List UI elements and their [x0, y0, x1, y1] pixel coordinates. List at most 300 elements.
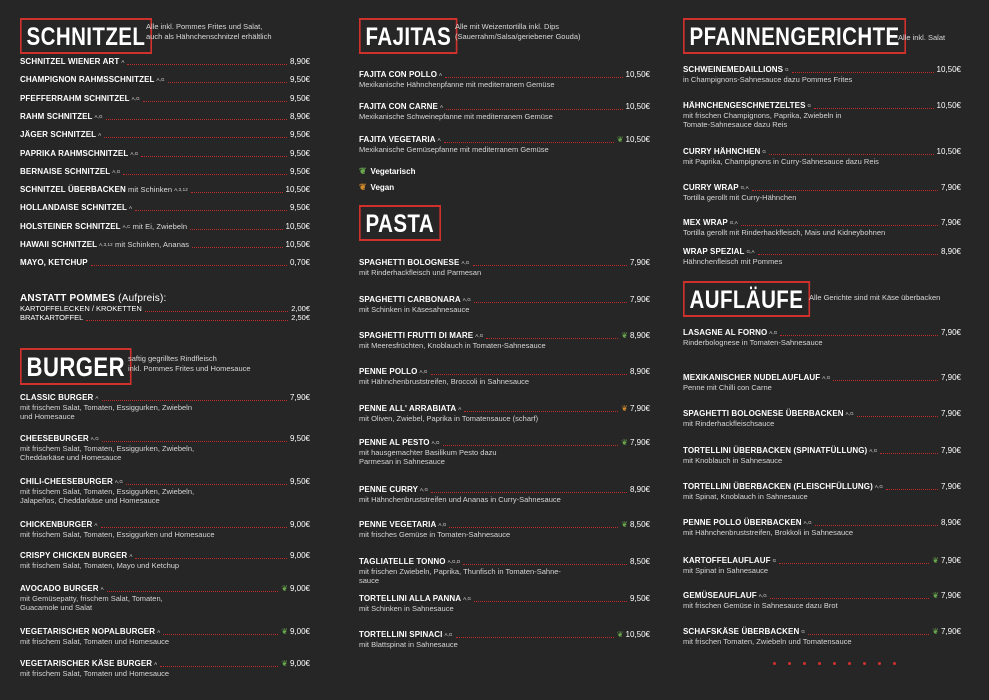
- menu-item-name: PENNE CURRY $^{A,G}$: [359, 485, 429, 494]
- menu-item-row: [683, 517, 961, 528]
- allergen-codes: A,G,D: [447, 559, 461, 564]
- dotted-leader: [91, 265, 287, 266]
- allergen-codes: A,G: [845, 411, 854, 416]
- menu-item-price: 9,50€: [289, 93, 310, 103]
- menu-item-row: [20, 74, 310, 85]
- allergen-codes: A,G: [131, 95, 140, 101]
- menu-item-price: 8,90€: [629, 367, 650, 376]
- allergen-codes: A: [437, 137, 441, 142]
- menu-item-price: 9,50€: [289, 148, 310, 158]
- menu-item-description: mit Spinat in Sahnesauce: [683, 566, 769, 575]
- menu-item-name: CHEESEBURGER $^{A,G}$: [20, 434, 99, 443]
- allergen-codes: A,G: [461, 260, 470, 265]
- menu-item: [683, 100, 961, 129]
- dotted-leader: [456, 637, 614, 638]
- section-title: FAJITAS: [359, 18, 458, 54]
- section-note: Alle mit Weizentortilla inkl. Dips (Sauerrahm/Salsa/geriebener Gouda): [455, 22, 581, 41]
- allergen-codes: G: [801, 629, 805, 634]
- dotted-leader: [104, 137, 287, 138]
- section-anstatt: [20, 293, 310, 322]
- menu-item-row: [683, 445, 961, 456]
- leaf-icon: ❦: [616, 135, 624, 144]
- section-note: Alle Gerichte sind mit Käse überbacken: [809, 293, 941, 302]
- menu-item-row: [683, 327, 961, 338]
- allergen-codes: A,3,12: [174, 187, 188, 193]
- menu-item: [683, 590, 961, 610]
- leaf-icon: ❦: [932, 627, 939, 636]
- menu-item-description: mit Hähnchenbruststreifen, Brokkoli in Sahnesauce: [683, 528, 854, 537]
- menu-item-name: PENNE AL PESTO $^{A,G}$: [359, 438, 440, 447]
- menu-item-price: 10,50€: [936, 147, 961, 156]
- legend-vegan: ❦ Vegan: [359, 182, 395, 192]
- leaf-icon: ❦: [281, 627, 288, 636]
- menu-item-row: [20, 239, 310, 250]
- menu-item-description: mit frischen Gemüse in Sahnesauce dazu Brot: [683, 601, 838, 610]
- menu-item-name: PFEFFERRAHM SCHNITZEL $^{A,G}$: [20, 93, 140, 103]
- menu-item: [683, 182, 961, 202]
- menu-item-price: 7,90€: [289, 393, 310, 402]
- menu-item: [20, 184, 310, 195]
- menu-item-description: mit frischem Salat, Tomaten, Essiggurken und Homesauce: [20, 530, 215, 539]
- dotted-leader: [464, 411, 618, 412]
- menu-item-row: [20, 148, 310, 159]
- menu-item-description: in Champignons-Sahnesauce dazu Pommes Frites: [683, 75, 853, 84]
- menu-item-name: VEGETARISCHER KÄSE BURGER $^A$: [20, 659, 158, 668]
- dotted-leader: [107, 591, 279, 592]
- menu-item-description: sauce: [359, 576, 380, 585]
- allergen-codes: A,G: [444, 632, 453, 637]
- dotted-leader: [106, 119, 287, 120]
- menu-item-description: Mexikanische Schweinepfanne mit mediterranem Gemüse: [359, 112, 553, 121]
- dotted-leader: [780, 335, 938, 336]
- menu-item-name: TORTELLINI ÜBERBACKEN (SPINATFÜLLUNG) $^{A,G}$: [683, 446, 878, 455]
- menu-item-row: [20, 550, 310, 561]
- dotted-leader: [160, 666, 278, 667]
- menu-item-name: FAJITA CON POLLO $^A$: [359, 70, 443, 79]
- menu-item-price: 7,90€: [629, 404, 650, 413]
- decorative-dots: [773, 662, 896, 665]
- menu-item: [20, 392, 310, 421]
- dotted-leader: [752, 190, 938, 191]
- menu-item-description: mit Hähnchenbruststreifen und Ananas in Curry-Sahnesauce: [359, 495, 561, 504]
- dotted-leader: [474, 302, 627, 303]
- section-schnitzel: [20, 18, 310, 58]
- dotted-leader: [101, 527, 287, 528]
- menu-item-description: mit hausgemachter Basilikum Pesto dazu: [359, 448, 497, 457]
- menu-item-description: mit frischem Salat, Tomaten und Homesauce: [20, 669, 170, 678]
- dotted-leader: [168, 82, 287, 83]
- allergen-codes: A,G: [438, 522, 447, 527]
- leaf-icon: ❦: [621, 520, 628, 529]
- menu-item-price: 10,50€: [625, 135, 650, 144]
- menu-item-price: 9,50€: [289, 75, 310, 85]
- menu-item: [359, 484, 650, 504]
- leaf-icon: ❦: [359, 182, 367, 192]
- dotted-leader: [808, 634, 929, 635]
- allergen-codes: G: [762, 149, 767, 154]
- menu-item: [20, 433, 310, 462]
- menu-item: [359, 330, 650, 350]
- menu-item: [20, 56, 310, 67]
- dotted-leader: [769, 154, 934, 155]
- menu-item-price: 10,50€: [936, 65, 961, 74]
- dotted-leader: [163, 634, 278, 635]
- menu-item-row: [20, 476, 310, 487]
- dotted-leader: [446, 109, 622, 110]
- menu-item: [683, 372, 961, 392]
- section-fajitas: [359, 18, 650, 58]
- menu-item-row: [359, 484, 650, 495]
- menu-item: [683, 327, 961, 347]
- leaf-icon: ❦: [281, 584, 288, 593]
- menu-item: [359, 437, 650, 466]
- menu-item-price: 8,90€: [629, 485, 650, 494]
- leaf-icon: ❦: [281, 659, 288, 668]
- leaf-icon: ❦: [359, 166, 367, 176]
- menu-item-price: 10,50€: [625, 102, 650, 111]
- section-note: saftig gegrilltes Rindfleisch inkl. Pommes Frites und Homesauce: [128, 354, 251, 373]
- menu-item-price: 10,50€: [285, 240, 310, 249]
- menu-item-row: [20, 129, 310, 140]
- menu-item-row: [683, 408, 961, 419]
- menu-item-price: 8,90€: [289, 57, 310, 66]
- menu-item-name: CHAMPIGNON RAHMSSCHNITZEL $^{A,G}$: [20, 75, 165, 85]
- dotted-leader: [127, 64, 287, 65]
- menu-item: [20, 166, 310, 177]
- allergen-codes: A: [95, 395, 99, 400]
- allergen-codes: G,A: [740, 185, 749, 190]
- dotted-leader: [444, 142, 614, 143]
- allergen-codes: A,G: [462, 297, 471, 302]
- section-auflaeufe: [683, 281, 961, 321]
- menu-item-price: 7,90€: [940, 446, 961, 455]
- section-note: Alle inkl. Salat: [898, 33, 946, 42]
- dotted-leader: [833, 380, 938, 381]
- menu-item-price: 7,90€: [629, 295, 650, 304]
- menu-item: [20, 239, 310, 250]
- menu-item-description: mit Schinken in Sahnesauce: [359, 604, 454, 613]
- menu-item-name: SPAGHETTI CARBONARA $^{A,G}$: [359, 295, 471, 304]
- menu-item-extra: mit Schinken: [125, 185, 173, 195]
- menu-item-row: [20, 56, 310, 67]
- menu-item-description: mit frischem Salat, Tomaten, Essiggurken, Zwiebeln: [20, 403, 193, 412]
- allergen-codes: A: [100, 586, 104, 591]
- menu-item-price: 8,50€: [629, 557, 650, 566]
- menu-item-row: [20, 166, 310, 177]
- allergen-codes: A,G: [475, 333, 484, 338]
- menu-item-description: mit Blattspinat in Sahnesauce: [359, 640, 458, 649]
- menu-item-price: 9,50€: [289, 434, 310, 443]
- menu-item: [20, 221, 310, 232]
- menu-item-name: LASAGNE AL FORNO $^{A,G}$: [683, 328, 778, 337]
- menu-item-description: mit Gemüsepatty, frischem Salat, Tomaten,: [20, 594, 163, 603]
- menu-item-description: mit Spinat, Knoblauch in Sahnesauce: [683, 492, 808, 501]
- dotted-leader: [431, 374, 627, 375]
- menu-item-row: [683, 64, 961, 75]
- menu-item-description: Mexikanische Gemüsepfanne mit mediterranem Gemüse: [359, 145, 549, 154]
- menu-item-price: 9,50€: [289, 130, 310, 140]
- dotted-leader: [792, 72, 934, 73]
- menu-item: [683, 408, 961, 428]
- allergen-codes: A: [98, 132, 102, 138]
- menu-item-row: [683, 246, 961, 257]
- menu-item: [20, 111, 310, 122]
- menu-item-price: 9,00€: [289, 659, 310, 668]
- menu-item-name: HOLSTEINER SCHNITZEL $^{A,C}$ mit Ei, Zwiebeln: [20, 221, 188, 231]
- section-title: AUFLÄUFE: [683, 281, 810, 317]
- menu-item-price: 0,70€: [289, 258, 310, 268]
- menu-item-row: [20, 221, 310, 232]
- menu-item-description: mit frischem Salat, Tomaten, Essiggurken, Zwiebeln,: [20, 444, 195, 453]
- menu-item-name: SPAGHETTI FRUTTI DI MARE $^{A,G}$: [359, 331, 484, 340]
- allergen-codes: A: [121, 59, 125, 64]
- menu-item-description: Jalapeños, Cheddarkäse und Homesauce: [20, 496, 160, 505]
- dotted-leader: [449, 527, 618, 528]
- leaf-icon: ❦: [932, 556, 939, 565]
- menu-item-name: TORTELLINI SPINACI $^{A,G}$: [359, 630, 453, 639]
- leaf-icon: ❦: [621, 331, 628, 340]
- menu-item-name: AVOCADO BURGER $^A$: [20, 584, 104, 593]
- menu-item-name: TORTELLINI ALLA PANNA $^{A,G}$: [359, 594, 472, 603]
- menu-item-description: mit Hähnchenbruststreifen, Broccoli in Sahnesauce: [359, 377, 530, 386]
- dotted-leader: [857, 416, 938, 417]
- menu-item-row: [20, 658, 310, 669]
- menu-item: [20, 519, 310, 539]
- menu-item-name: FAJITA CON CARNE $^A$: [359, 102, 444, 111]
- allergen-codes: A: [94, 522, 98, 527]
- section-note: Alle inkl. Pommes Frites und Salat, auch als Hähnchenschnitzel erhältlich: [146, 22, 272, 41]
- menu-item-extra: mit Ei, Zwiebeln: [130, 221, 188, 231]
- anstatt-title: ANSTATT POMMES (Aufpreis):: [20, 293, 167, 304]
- menu-item-description: mit frischem Salat, Tomaten und Homesauce: [20, 637, 170, 646]
- dotted-leader: [474, 601, 627, 602]
- menu-item-price: 7,90€: [940, 183, 961, 192]
- menu-item: [359, 101, 650, 121]
- dotted-leader: [126, 484, 287, 485]
- menu-item-price: 8,90€: [629, 331, 650, 340]
- menu-item: [683, 246, 961, 266]
- allergen-codes: A: [129, 205, 133, 211]
- menu-item-name: SPAGHETTI BOLOGNESE $^{A,G}$: [359, 258, 470, 267]
- menu-item-price: 9,50€: [289, 477, 310, 486]
- menu-item-name: SCHNITZEL ÜBERBACKEN mit Schinken $^{A,3,12}$: [20, 185, 188, 195]
- allergen-codes: A: [439, 104, 444, 109]
- menu-item-price: 7,90€: [940, 591, 961, 600]
- leaf-icon: ❦: [616, 630, 624, 639]
- section-title: BURGER: [20, 348, 132, 385]
- allergen-codes: A,G: [431, 440, 440, 445]
- dotted-leader: [758, 254, 938, 255]
- menu-item-name: PENNE POLLO $^{A,G}$: [359, 367, 428, 376]
- menu-item-row: [359, 593, 650, 604]
- allergen-codes: A,G: [869, 448, 878, 453]
- menu-item: [20, 550, 310, 570]
- menu-item-name: SCHWEINEMEDAILLIONS $^G$: [683, 65, 789, 74]
- menu-item: [20, 626, 310, 646]
- menu-item-row: [20, 257, 310, 268]
- dotted-leader: [135, 210, 287, 211]
- allergen-codes: A: [154, 661, 158, 666]
- menu-item-name: VEGETARISCHER NOPALBURGER $^A$: [20, 627, 161, 636]
- menu-item-row: [359, 403, 650, 414]
- menu-item: [359, 69, 650, 89]
- dotted-leader: [141, 156, 287, 157]
- menu-item-description: Tortilla gerollt mit Rinderhackfleisch, Mais und Kidneybohnen: [683, 228, 886, 237]
- menu-item: [359, 134, 650, 154]
- menu-item-name: MEXIKANISCHER NUDELAUFLAUF $^{A,G}$: [683, 373, 831, 382]
- menu-item-price: 9,50€: [629, 594, 650, 603]
- section-pfannengerichte: [683, 18, 961, 58]
- menu-item-description: mit Rinderhackfleischsauce: [683, 419, 775, 428]
- legend-vegetarian: ❦ Vegetarisch: [359, 166, 416, 176]
- menu-item: [359, 366, 650, 386]
- dotted-leader: [815, 525, 938, 526]
- menu-item-row: [683, 146, 961, 157]
- menu-item-row: [683, 217, 961, 228]
- menu-item-description: mit frischem Salat, Tomaten, Mayo und Ketchup: [20, 561, 180, 570]
- menu-item-name: TORTELLINI ÜBERBACKEN (FLEISCHFÜLLUNG) $^{A,G}$: [683, 482, 883, 491]
- menu-item-name: JÄGER SCHNITZEL $^A$: [20, 130, 102, 140]
- dotted-leader: [135, 558, 287, 559]
- menu-item-description: Rinderbolognese in Tomaten-Sahnesauce: [683, 338, 823, 347]
- menu-item-name: CURRY WRAP $^{G,A}$: [683, 183, 749, 192]
- menu-item-description: Mexikanische Hähnchenpfanne mit mediterranem Gemüse: [359, 80, 555, 89]
- allergen-codes: G,A: [729, 220, 738, 225]
- menu-item-description: mit frisches Gemüse in Tomaten-Sahnesauce: [359, 530, 511, 539]
- allergen-codes: A: [458, 406, 462, 411]
- menu-item: [359, 403, 650, 423]
- menu-item-description: Guacamole und Salat: [20, 603, 93, 612]
- menu-item-row: [20, 433, 310, 444]
- leaf-icon: ❦: [932, 591, 939, 600]
- menu-item-price: 7,90€: [629, 438, 650, 447]
- menu-item-row: [20, 392, 310, 403]
- menu-item-name: TAGLIATELLE TONNO $^{A,G,D}$: [359, 557, 461, 566]
- menu-item-name: HOLLANDAISE SCHNITZEL $^A$: [20, 203, 133, 213]
- menu-item-price: 8,90€: [940, 518, 961, 527]
- dotted-leader: [770, 598, 929, 599]
- menu-item-price: 10,50€: [285, 221, 310, 231]
- menu-item-row: [683, 481, 961, 492]
- menu-item-price: 7,90€: [940, 627, 961, 636]
- allergen-codes: A,G: [769, 330, 778, 335]
- menu-item: [683, 555, 961, 575]
- menu-item: [359, 257, 650, 277]
- allergen-codes: G: [772, 558, 777, 563]
- menu-item-price: 9,00€: [289, 551, 310, 560]
- menu-item-row: [359, 330, 650, 341]
- menu-item-description: und Homesauce: [20, 412, 75, 421]
- menu-item-name: CHICKENBURGER $^A$: [20, 520, 98, 529]
- menu-item-price: 9,00€: [289, 584, 310, 593]
- allergen-codes: A,G: [874, 484, 883, 489]
- menu-item-description: mit Paprika, Champignons in Curry-Sahnesauce dazu Reis: [683, 157, 879, 166]
- menu-item-description: mit frischem Salat, Tomaten, Essiggurken, Zwiebeln,: [20, 487, 195, 496]
- menu-item: [359, 294, 650, 314]
- menu-item-name: CHILI-CHEESEBURGER $^{A,G}$: [20, 477, 123, 486]
- menu-item-description: Parmesan in Sahnesauce: [359, 457, 445, 466]
- allergen-codes: A,G: [112, 168, 121, 174]
- allergen-codes: A,G: [114, 479, 123, 484]
- menu-item: [20, 148, 310, 159]
- menu-item-price: 9,50€: [289, 203, 310, 213]
- menu-item-name: CLASSIC BURGER $^A$: [20, 393, 99, 402]
- menu-item-name: KARTOFFELAUFLAUF $^G$: [683, 556, 777, 565]
- menu-item-row: [359, 257, 650, 268]
- allergen-codes: A: [157, 629, 161, 634]
- menu-item: [20, 202, 310, 213]
- menu-item-price: 7,90€: [629, 258, 650, 267]
- menu-item-row: [20, 93, 310, 104]
- menu-item-name: HÄHNCHENGESCHNETZELTES $^G$: [683, 101, 812, 110]
- menu-item-name: BERNAISE SCHNITZEL $^{A,G}$: [20, 166, 121, 176]
- menu-item: [683, 146, 961, 166]
- menu-item-row: [359, 519, 650, 530]
- menu-item-name: PENNE VEGETARIA $^{A,G}$: [359, 520, 447, 529]
- menu-item-name: PENNE POLLO ÜBERBACKEN $^{A,G}$: [683, 518, 812, 527]
- allergen-codes: A,G: [758, 593, 767, 598]
- menu-item-description: Hähnchenfleisch mit Pommes: [683, 257, 783, 266]
- allergen-codes: A,G: [420, 487, 429, 492]
- allergen-codes: A,C: [122, 223, 131, 229]
- menu-item-row: [359, 437, 650, 448]
- menu-item: [20, 476, 310, 505]
- dotted-leader: [741, 225, 938, 226]
- allergen-codes: A,G: [419, 369, 428, 374]
- menu-item-description: mit Meeresfrüchten, Knoblauch in Tomaten-Sahnesauce: [359, 341, 546, 350]
- menu-item-row: [683, 372, 961, 383]
- dotted-leader: [431, 492, 627, 493]
- menu-item: [359, 519, 650, 539]
- allergen-codes: A,G: [822, 375, 831, 380]
- menu-item-name: WRAP SPEZIAL $^{G,A}$: [683, 247, 755, 256]
- menu-item-name: CRISPY CHICKEN BURGER $^A$: [20, 551, 133, 560]
- menu-item-description: Cheddarkäse und Homesauce: [20, 453, 122, 462]
- menu-item-description: mit Knoblauch in Sahnesauce: [683, 456, 783, 465]
- section-title: PFANNENGERICHTE: [683, 18, 906, 54]
- menu-item-price: 7,90€: [940, 482, 961, 491]
- dotted-leader: [486, 338, 618, 339]
- menu-item-description: Penne mit Chilli con Carne: [683, 383, 772, 392]
- menu-item-row: [359, 556, 650, 567]
- leaf-icon: ❦: [621, 404, 628, 413]
- menu-item: [683, 481, 961, 501]
- menu-item-row: [20, 202, 310, 213]
- allergen-codes: A,G: [94, 113, 103, 119]
- menu-item-price: 8,90€: [940, 247, 961, 256]
- menu-item-price: 8,50€: [629, 520, 650, 529]
- menu-item-name: CURRY HÄHNCHEN $^G$: [683, 147, 767, 156]
- menu-item-description: Tomate-Sahnesauce dazu Reis: [683, 120, 788, 129]
- menu-item-row: [683, 626, 961, 637]
- dotted-leader: [779, 563, 929, 564]
- menu-item-name: GEMÜSEAUFLAUF $^{A,G}$: [683, 591, 767, 600]
- menu-item-row: [359, 366, 650, 377]
- menu-item-price: 9,50€: [289, 166, 310, 176]
- menu-item-description: mit Schinken in Käsesahnesauce: [359, 305, 470, 314]
- allergen-codes: G: [807, 103, 812, 108]
- dotted-leader: [102, 441, 287, 442]
- menu-item-row: [683, 100, 961, 111]
- menu-item: [683, 445, 961, 465]
- section-pasta: [359, 205, 650, 245]
- anstatt-row: BRATKARTOFFEL 2,50€: [20, 313, 310, 322]
- menu-item-description: mit frischen Champignons, Paprika, Zwiebeln in: [683, 111, 842, 120]
- menu-item-name: SCHAFSKÄSE ÜBERBACKEN $^G$: [683, 627, 805, 636]
- allergen-codes: A,G: [130, 150, 139, 156]
- menu-item: [683, 217, 961, 237]
- menu-item-name: MAYO, KETCHUP: [20, 258, 88, 268]
